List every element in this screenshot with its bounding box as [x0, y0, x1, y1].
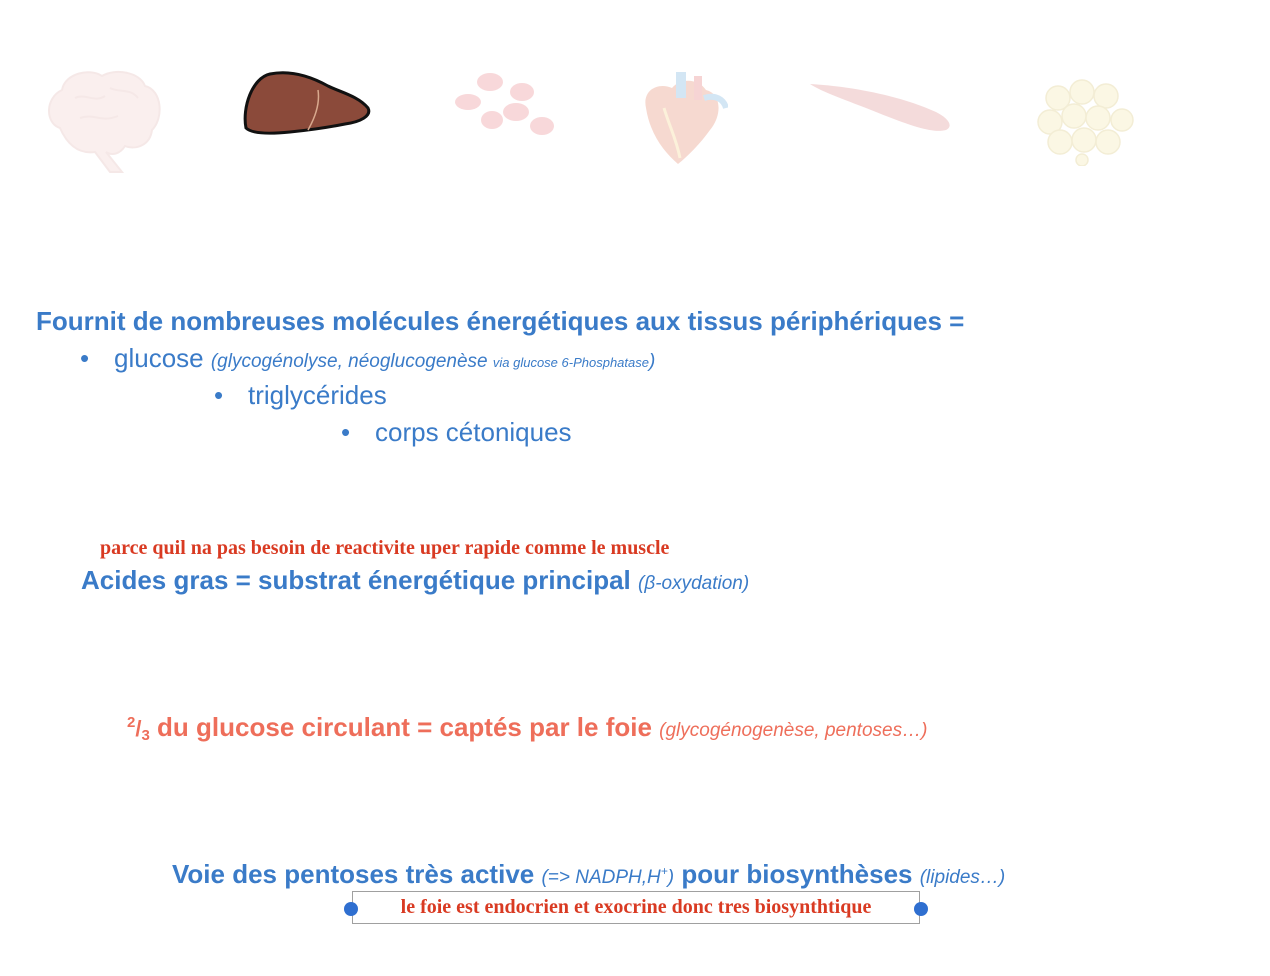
- annotation-textbox-selected[interactable]: [352, 891, 920, 924]
- section4-main1: Voie des pentoses très active: [172, 859, 542, 889]
- section2-line: [81, 565, 749, 596]
- bullet-corps-cetoniques-text: corps cétoniques: [375, 417, 572, 447]
- section4-detail1-end: ): [667, 867, 675, 888]
- bullet-glucose-detail-small: via glucose 6-Phosphatase: [492, 355, 649, 370]
- bullet-dot: •: [214, 380, 224, 410]
- brain-icon: [40, 68, 165, 176]
- section3-line: [127, 712, 927, 744]
- adipose-tissue-icon: [1036, 76, 1136, 166]
- bullet-corps-cetoniques: [341, 417, 572, 448]
- muscle-icon: [806, 76, 956, 136]
- section4-detail1: (=> NADPH,H: [541, 867, 661, 888]
- bullet-dot: •: [341, 417, 351, 447]
- section4-detail1-sup: +: [660, 864, 668, 878]
- liver-icon: [240, 68, 375, 138]
- red-blood-cells-icon: [452, 68, 560, 142]
- organ-icons-row: [0, 0, 1270, 200]
- section3-main: du glucose circulant = captés par le foie: [149, 712, 660, 742]
- annotation-note-1: parce quil na pas besoin de reactivite uper rapide comme le muscle: [100, 537, 670, 559]
- section4-main2: pour biosynthèses: [674, 859, 920, 889]
- section2-main: Acides gras = substrat énergétique principal: [81, 565, 639, 595]
- section4-detail2: (lipides…): [919, 867, 1006, 888]
- resize-handle-right[interactable]: [914, 902, 928, 916]
- section2-detail: (β-oxydation): [638, 573, 750, 594]
- annotation-note-2[interactable]: le foie est endocrien et exocrine donc tres biosynthtique: [400, 896, 872, 918]
- bullet-glucose-detail: (glycogénolyse, néoglucogenèse: [210, 351, 493, 372]
- heart-icon: [636, 68, 728, 168]
- bullet-triglycerides-text: triglycérides: [248, 380, 387, 410]
- fraction-denominator: 3: [141, 727, 150, 744]
- fraction-slash: /: [135, 716, 142, 741]
- bullet-glucose-detail-end: ): [648, 351, 656, 372]
- bullet-dot: •: [80, 343, 90, 373]
- bullet-glucose: [80, 343, 655, 374]
- bullet-triglycerides: [214, 380, 387, 411]
- fraction-numerator: 2: [127, 714, 136, 731]
- bullet-glucose-text: glucose: [114, 343, 211, 373]
- section4-line: [172, 859, 1005, 890]
- section1-heading: Fournit de nombreuses molécules énergétiques aux tissus périphériques =: [36, 306, 965, 336]
- section3-detail: (glycogénogenèse, pentoses…): [659, 720, 928, 741]
